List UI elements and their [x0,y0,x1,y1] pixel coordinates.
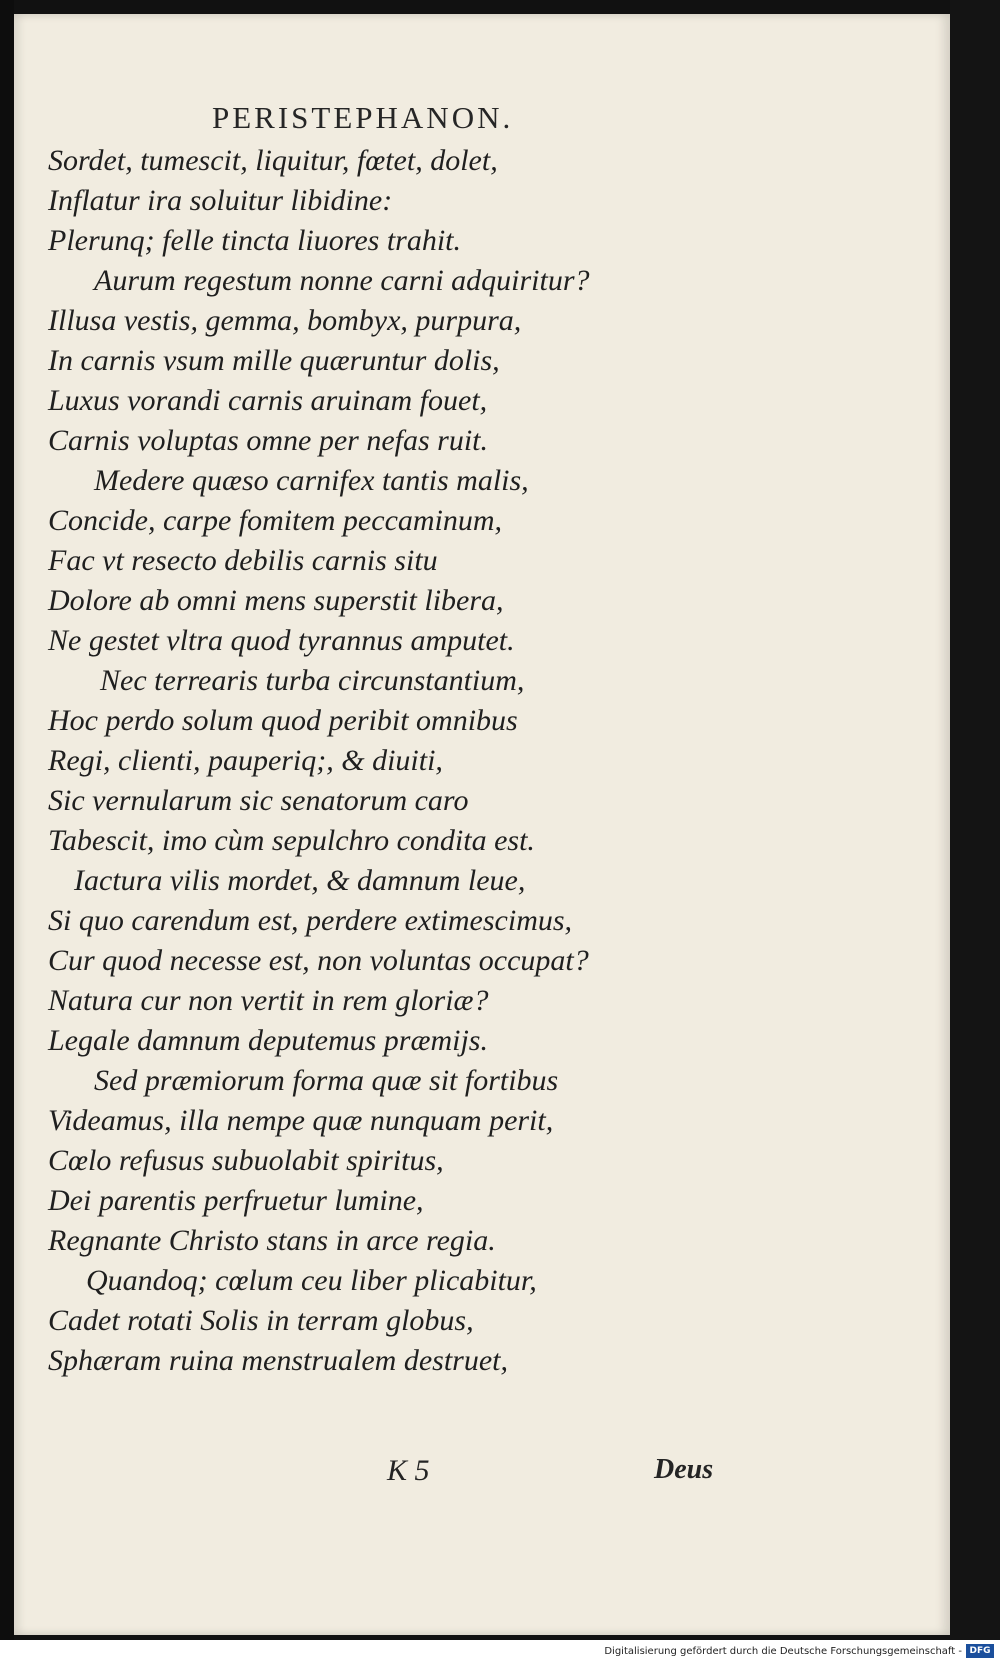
scan-right-edge [950,0,1000,1640]
text-line: Illusa vestis, gemma, bombyx, purpura, [48,304,522,337]
book-page [14,14,950,1635]
text-line: Sordet, tumescit, liquitur, fœtet, dolet, [48,144,498,177]
text-line: Sic vernularum sic senatorum caro [48,784,469,817]
text-line: Hoc perdo solum quod peribit omnibus [48,704,518,737]
running-title: PERISTEPHANON. [212,100,514,135]
dfg-logo-icon: DFG [966,1644,994,1658]
text-line: Regi, clienti, pauperiq;, & diuiti, [48,744,443,777]
text-line: Dei parentis perfruetur lumine, [48,1184,424,1217]
signature-mark: K 5 [387,1454,430,1487]
text-line: Videamus, illa nempe quæ nunquam perit, [48,1104,554,1137]
text-line: Inflatur ira soluitur libidine: [48,184,393,217]
text-line: Dolore ab omni mens superstit libera, [48,584,504,617]
text-line: Natura cur non vertit in rem gloriæ? [48,984,489,1017]
text-line: Ne gestet vltra quod tyrannus amputet. [48,624,515,657]
text-line: Carnis voluptas omne per nefas ruit. [48,424,488,457]
credit-bar [0,1640,1000,1665]
credit-text: Digitalisierung gefördert durch die Deutsche Forschungsgemeinschaft - [604,1646,962,1657]
text-line: Regnante Christo stans in arce regia. [48,1224,496,1257]
text-line: Aurum regestum nonne carni adquiritur? [94,264,590,297]
text-line: Nec terrearis turba circunstantium, [100,664,525,697]
text-line: Iactura vilis mordet, & damnum leue, [74,864,526,897]
text-line: Sed præmiorum forma quæ sit fortibus [94,1064,559,1097]
text-line: Cur quod necesse est, non voluntas occupat? [48,944,589,977]
catchword: Deus [654,1454,714,1485]
text-line: Fac vt resecto debilis carnis situ [48,544,438,577]
text-line: Quandoq; cœlum ceu liber plicabitur, [86,1264,537,1297]
text-line: Si quo carendum est, perdere extimescimus, [48,904,573,937]
text-line: In carnis vsum mille quæruntur dolis, [48,344,500,377]
text-line: Plerunq; felle tincta liuores trahit. [48,224,461,257]
text-line: Luxus vorandi carnis aruinam fouet, [48,384,488,417]
text-line: Legale damnum deputemus præmijs. [48,1024,488,1057]
text-line: Tabescit, imo cùm sepulchro condita est. [48,824,535,857]
text-line: Sphæram ruina menstrualem destruet, [48,1344,508,1377]
scan-left-edge [0,0,14,1665]
text-line: Cadet rotati Solis in terram globus, [48,1304,474,1337]
text-line: Medere quæso carnifex tantis malis, [94,464,529,497]
text-line: Cœlo refusus subuolabit spiritus, [48,1144,444,1177]
text-line: Concide, carpe fomitem peccaminum, [48,504,503,537]
